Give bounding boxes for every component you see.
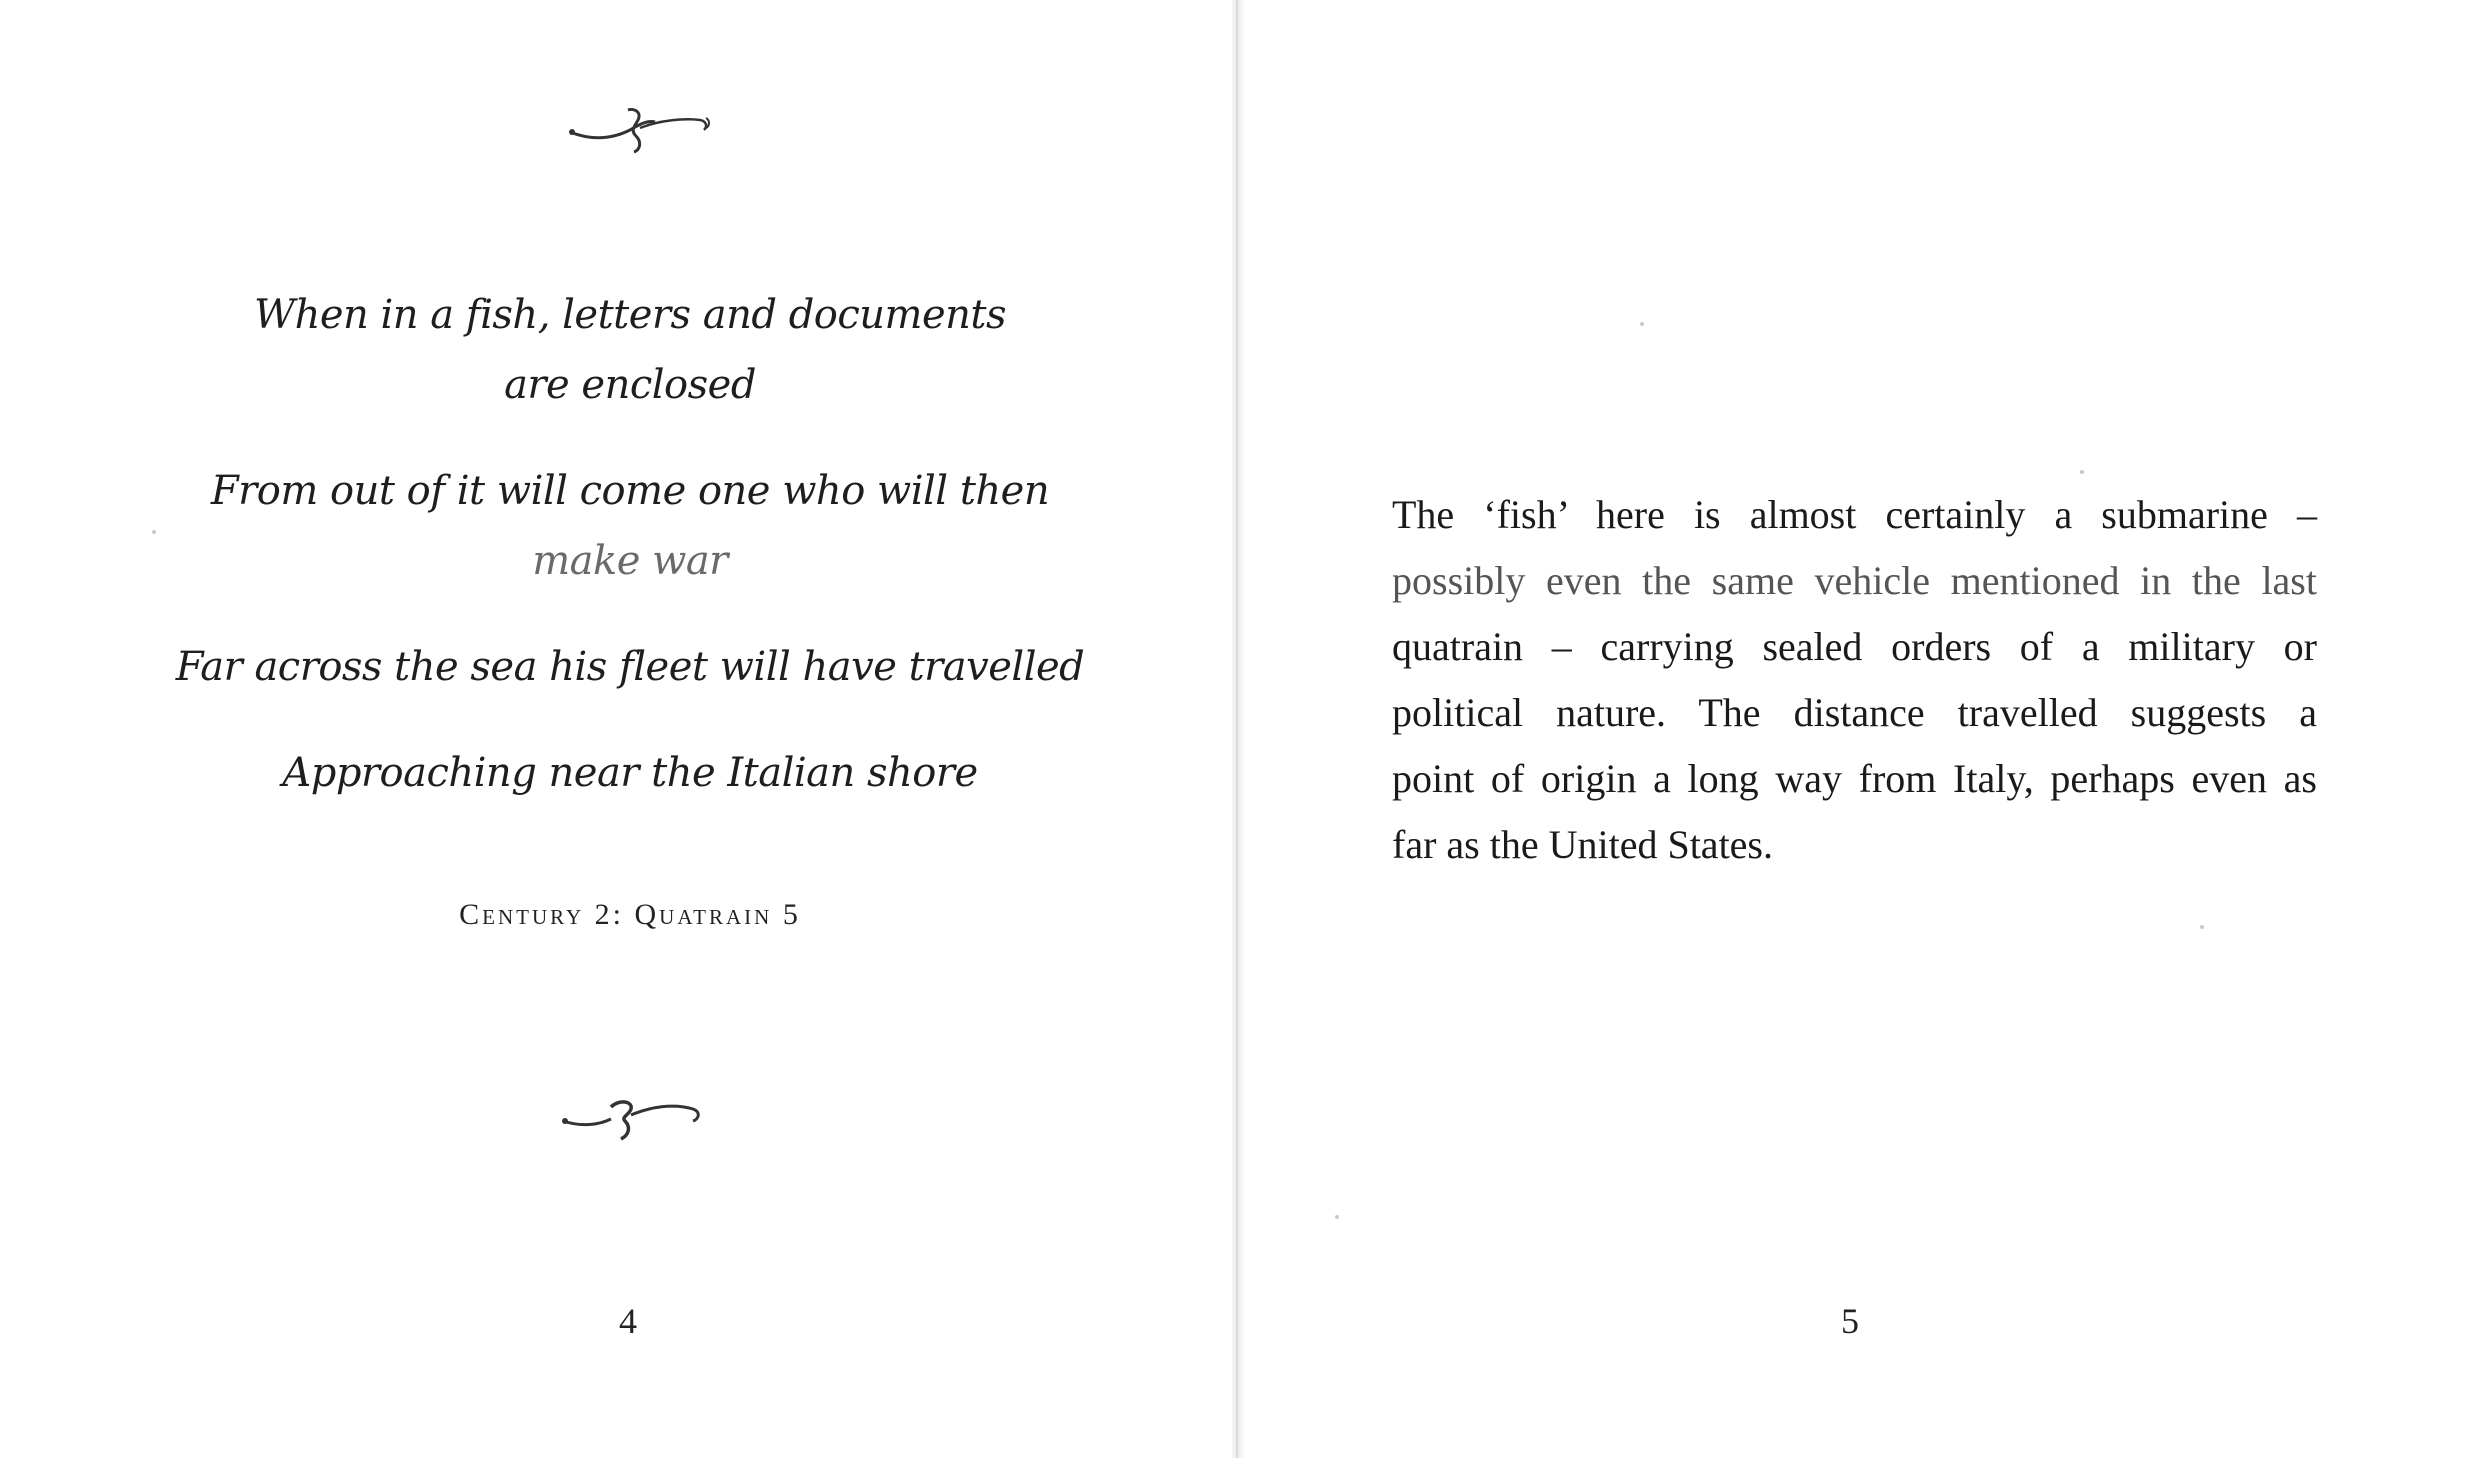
flourish-ornament-bottom [555,1085,715,1145]
book-gutter [1232,0,1244,1458]
paper-speck [1335,1215,1339,1219]
page-number-right: 5 [1841,1301,1859,1341]
commentary-line-1: The ‘fish’ here is almost certainly a submarine – [1392,492,2317,537]
verse-line-6: Approaching near the Italian shore [282,750,978,796]
verse-line-4: make war [532,538,728,584]
page-number-left: 4 [619,1301,637,1341]
verse-line-5: Far across the sea his fleet will have travelled [175,644,1085,690]
commentary-line-2: possibly even the same vehicle mentioned in the last [1392,558,2317,603]
paper-speck [1640,322,1644,326]
left-page [0,0,1232,1458]
verse-line-2: are enclosed [504,362,756,408]
paper-speck [2080,470,2084,474]
commentary-line-6: far as the United States. [1392,822,1773,867]
commentary-line-5: point of origin a long way from Italy, perhaps even as [1392,756,2317,801]
commentary-paragraph [1392,482,2317,878]
flourish-ornament-top [560,100,720,160]
quatrain-citation: Century 2: Quatrain 5 [459,898,801,931]
verse-line-3: From out of it will come one who will then [210,468,1050,514]
paper-speck [152,530,156,534]
paper-speck [2200,925,2204,929]
commentary-line-3: quatrain – carrying sealed orders of a military or [1392,624,2317,669]
commentary-line-4: political nature. The distance travelled suggests a [1392,690,2317,735]
gutter-fold-line [1236,0,1238,1458]
verse-line-1: When in a fish, letters and documents [253,292,1007,338]
